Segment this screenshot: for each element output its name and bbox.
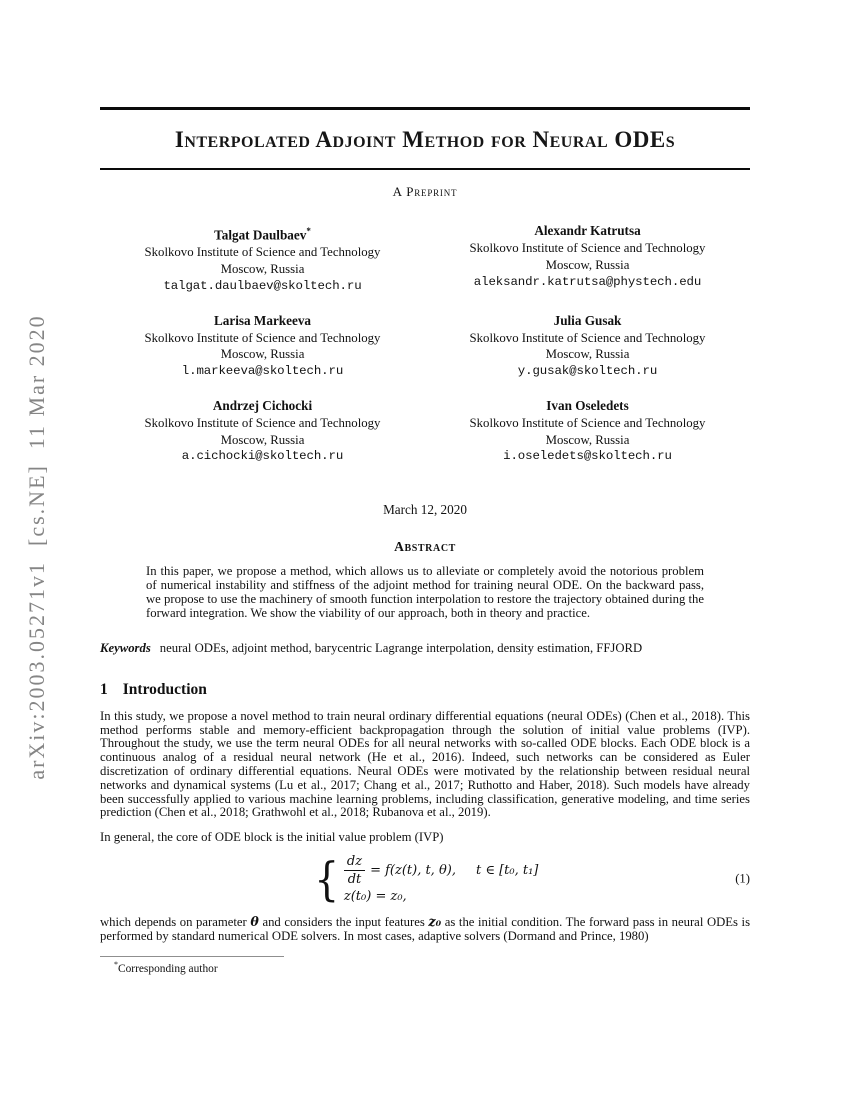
- equation-rhs: = f(z(t), t, θ),: [370, 862, 456, 878]
- footnote-marker: *: [114, 959, 118, 969]
- keywords-label: Keywords: [100, 640, 151, 655]
- author-block-markeeva: [100, 313, 425, 380]
- footnote-rule: [100, 956, 284, 957]
- abstract-heading: Abstract: [394, 539, 456, 555]
- preprint-label: A Preprint: [392, 184, 458, 200]
- author-email: y.gusak@skoltech.ru: [517, 364, 658, 379]
- z0-symbol: z₀: [428, 913, 442, 929]
- equation-line-1: [344, 854, 539, 887]
- fraction-numerator: dz: [344, 854, 365, 871]
- corresponding-author-marker: *: [306, 226, 311, 237]
- author-affiliation: Skolkovo Institute of Science and Technology: [144, 245, 381, 260]
- equation-line-2: z(t₀) = z₀,: [343, 888, 407, 904]
- author-name: Julia Gusak: [553, 312, 622, 328]
- keywords-line: [100, 641, 750, 656]
- author-affiliation: Skolkovo Institute of Science and Technology: [469, 240, 706, 255]
- equation-body: [312, 851, 539, 906]
- intro-paragraph-1: In this study, we propose a novel method to train neural ordinary differential equations (neural ODEs) (Chen et al., 2018). This method performs stable and memory-efficient backpropagation through the solution of initial value problems (IVP). Throughout the study, we use the term neural ODEs for all neural networks with so-called ODE blocks. Each ODE block is a continuous analog of a residual neural network (He et al., 2016). Indeed, such networks can be considered as Euler discretization of ordinary differential equations. Neural ODEs were motivated by the relationship between residual neural networks and dynamical systems (Lu et al., 2017; Chang et al., 2017; Ruthotto and Haber, 2018). Such models have already been successfully applied to various machine learning problems, including classification, generative modeling, and time series prediction (Chen et al., 2018; Grathwohl et al., 2018; Rubanova et al., 2019).: [100, 708, 750, 820]
- footnote-text: Corresponding author: [118, 962, 218, 975]
- publication-date: March 12, 2020: [383, 502, 467, 518]
- equation-stack: [344, 854, 539, 904]
- author-name: [100, 223, 425, 244]
- author-email: l.markeeva@skoltech.ru: [181, 364, 344, 379]
- abstract-text: In this paper, we propose a method, which allows us to alleviate or completely avoid the notorious problem of numerical instability and stiffness of the adjoint method for training neural ODE. On the backward pass, we propose to use the machinery of smooth function interpolation to restore the trajectory obtained during the forward integration. We show the viability of our approach, both in theory and practice.: [146, 564, 704, 620]
- title-rule-bottom: [100, 168, 750, 171]
- author-affiliation: Skolkovo Institute of Science and Technology: [469, 415, 706, 430]
- author-name: Ivan Oseledets: [546, 397, 629, 413]
- author-affiliation: Skolkovo Institute of Science and Technology: [144, 415, 381, 430]
- author-block-gusak: [425, 313, 750, 380]
- author-name-text: Talgat Daulbaev: [214, 227, 307, 243]
- author-email: i.oseledets@skoltech.ru: [503, 449, 672, 464]
- author-email: a.cichocki@skoltech.ru: [181, 449, 344, 464]
- paragraph-text: as the initial condition. The forward pass in neural ODEs is performed by standard numerical ODE solvers. In most cases, adaptive solvers (Dormand and Prince, 1980): [100, 914, 751, 943]
- paragraph-text: and considers the input features: [258, 914, 429, 929]
- author-block-oseledets: [425, 398, 750, 465]
- paragraph-text: which depends on parameter: [100, 914, 251, 929]
- fraction-denominator: dt: [347, 871, 362, 887]
- author-city: Moscow, Russia: [220, 347, 305, 362]
- author-city: Moscow, Russia: [545, 347, 630, 362]
- equation-left-brace: {: [313, 851, 339, 906]
- section-heading-introduction: [100, 681, 750, 699]
- author-name: Larisa Markeeva: [213, 312, 312, 328]
- author-city: Moscow, Russia: [545, 432, 630, 447]
- derivative-fraction: [344, 854, 365, 887]
- intro-paragraph-3: [100, 915, 750, 944]
- author-block-daulbaev: [100, 223, 425, 295]
- author-email: aleksandr.katrutsa@phystech.edu: [473, 274, 702, 289]
- equation-number: (1): [735, 871, 750, 886]
- author-email: talgat.daulbaev@skoltech.ru: [163, 278, 362, 293]
- keywords-text: neural ODEs, adjoint method, barycentric Lagrange interpolation, density estimation, FFJORD: [159, 640, 643, 655]
- equation-condition: t ∈ [t₀, t₁]: [475, 862, 539, 878]
- section-number: 1: [100, 680, 108, 698]
- author-city: Moscow, Russia: [545, 257, 630, 272]
- authors-grid: [100, 223, 750, 465]
- author-city: Moscow, Russia: [220, 262, 305, 277]
- author-affiliation: Skolkovo Institute of Science and Technology: [469, 330, 706, 345]
- author-block-cichocki: [100, 398, 425, 465]
- theta-symbol: θ: [250, 913, 259, 929]
- footnote: [114, 960, 750, 975]
- author-name: Andrzej Cichocki: [212, 397, 313, 413]
- equation-1: [100, 851, 750, 906]
- intro-paragraph-2: In general, the core of ODE block is the initial value problem (IVP): [100, 830, 444, 845]
- author-name: Alexandr Katrutsa: [534, 223, 641, 239]
- paper-title: Interpolated Adjoint Method for Neural ODEs: [174, 126, 676, 152]
- arxiv-watermark: arXiv:2003.05271v1 [cs.NE] 11 Mar 2020: [24, 314, 49, 780]
- author-block-katrutsa: [425, 223, 750, 295]
- author-city: Moscow, Russia: [220, 432, 305, 447]
- paper-content: [100, 0, 750, 974]
- section-title: Introduction: [122, 680, 207, 698]
- author-affiliation: Skolkovo Institute of Science and Technology: [144, 330, 381, 345]
